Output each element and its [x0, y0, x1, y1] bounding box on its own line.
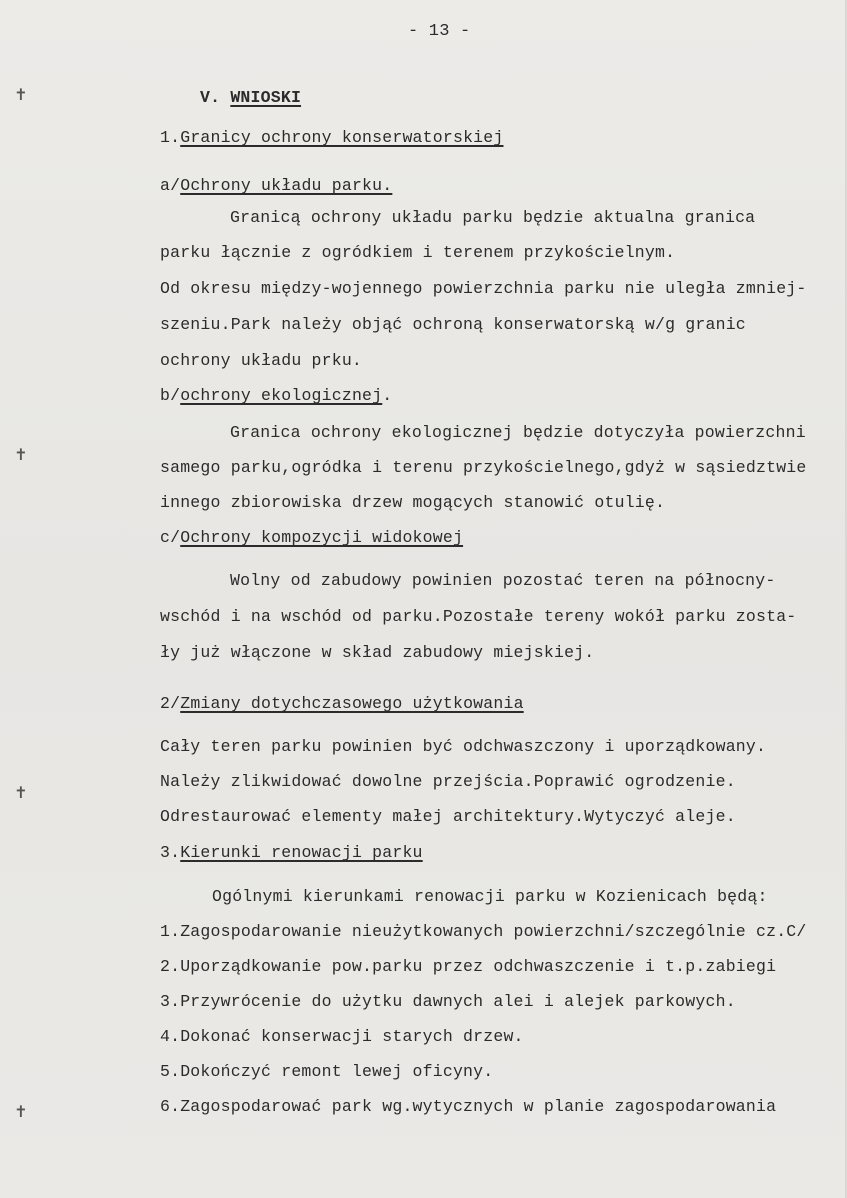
subheading-b	[160, 386, 392, 405]
paragraph-line: Granicą ochrony układu parku będzie aktualna granica	[230, 208, 756, 227]
paragraph-line: samego parku,ogródka i terenu przykościelnego,gdyż w sąsiedztwie	[160, 458, 807, 477]
list-item: 1.Zagospodarowanie nieużytkowanych powierzchni/szczególnie cz.C/	[160, 922, 807, 941]
subheading-b-text: ochrony ekologicznej	[180, 386, 383, 405]
page-number: - 13 -	[408, 22, 471, 41]
list-item: 3.Przywrócenie do użytku dawnych alei i alejek parkowych.	[160, 992, 736, 1011]
heading-1-number: 1.	[160, 128, 181, 147]
heading-2-number: 2/	[160, 694, 181, 713]
subheading-c-text: Ochrony kompozycji widokowej	[180, 528, 464, 547]
heading-1	[160, 128, 503, 147]
list-item: 2.Uporządkowanie pow.parku przez odchwaszczenie i t.p.zabiegi	[160, 957, 777, 976]
list-item: 6.Zagospodarować park wg.wytycznych w planie zagospodarowania	[160, 1097, 777, 1116]
subheading-a-text: Ochrony układu parku.	[180, 176, 393, 195]
heading-3	[160, 843, 423, 862]
paragraph-line: parku łącznie z ogródkiem i terenem przykościelnym.	[160, 243, 676, 262]
heading-2-text: Zmiany dotychczasowego użytkowania	[180, 694, 524, 713]
paragraph-line: ochrony układu prku.	[160, 351, 363, 370]
subheading-b-tail: .	[382, 386, 393, 405]
paragraph-line: szeniu.Park należy objąć ochroną konserwatorską w/g granic	[160, 315, 746, 334]
paragraph-line: Cały teren parku powinien być odchwaszczony i uporządkowany.	[160, 737, 767, 756]
paragraph-line: Wolny od zabudowy powinien pozostać teren na północny-	[230, 571, 776, 590]
section-numeral: V.	[200, 88, 221, 107]
paragraph-line: ły już włączone w skład zabudowy miejskiej.	[160, 643, 595, 662]
binder-mark: ✝	[14, 445, 28, 464]
heading-2	[160, 694, 524, 713]
subheading-c	[160, 528, 463, 547]
list-item: 5.Dokończyć remont lewej oficyny.	[160, 1062, 494, 1081]
binder-mark: ✝	[14, 85, 28, 104]
paragraph-line: innego zbiorowiska drzew mogących stanowić otulię.	[160, 493, 666, 512]
paragraph-line: Ogólnymi kierunkami renowacji parku w Kozienicach będą:	[212, 887, 768, 906]
subheading-a	[160, 176, 392, 195]
paragraph-line: Należy zlikwidować dowolne przejścia.Poprawić ogrodzenie.	[160, 772, 736, 791]
section-title	[200, 88, 301, 107]
list-item: 4.Dokonać konserwacji starych drzew.	[160, 1027, 524, 1046]
section-heading: WNIOSKI	[230, 88, 302, 107]
binder-mark: ✝	[14, 783, 28, 802]
heading-3-number: 3.	[160, 843, 181, 862]
subheading-b-label: b/	[160, 386, 181, 405]
paragraph-line: Granica ochrony ekologicznej będzie dotyczyła powierzchni	[230, 423, 806, 442]
heading-1-text: Granicy ochrony konserwatorskiej	[180, 128, 504, 147]
paragraph-line: Odrestaurować elementy małej architektury.Wytyczyć aleje.	[160, 807, 736, 826]
binder-mark: ✝	[14, 1102, 28, 1121]
paragraph-line: Od okresu między-wojennego powierzchnia parku nie uległa zmniej-	[160, 279, 807, 298]
subheading-a-label: a/	[160, 176, 181, 195]
subheading-c-label: c/	[160, 528, 181, 547]
heading-3-text: Kierunki renowacji parku	[180, 843, 423, 862]
paragraph-line: wschód i na wschód od parku.Pozostałe tereny wokół parku zosta-	[160, 607, 797, 626]
